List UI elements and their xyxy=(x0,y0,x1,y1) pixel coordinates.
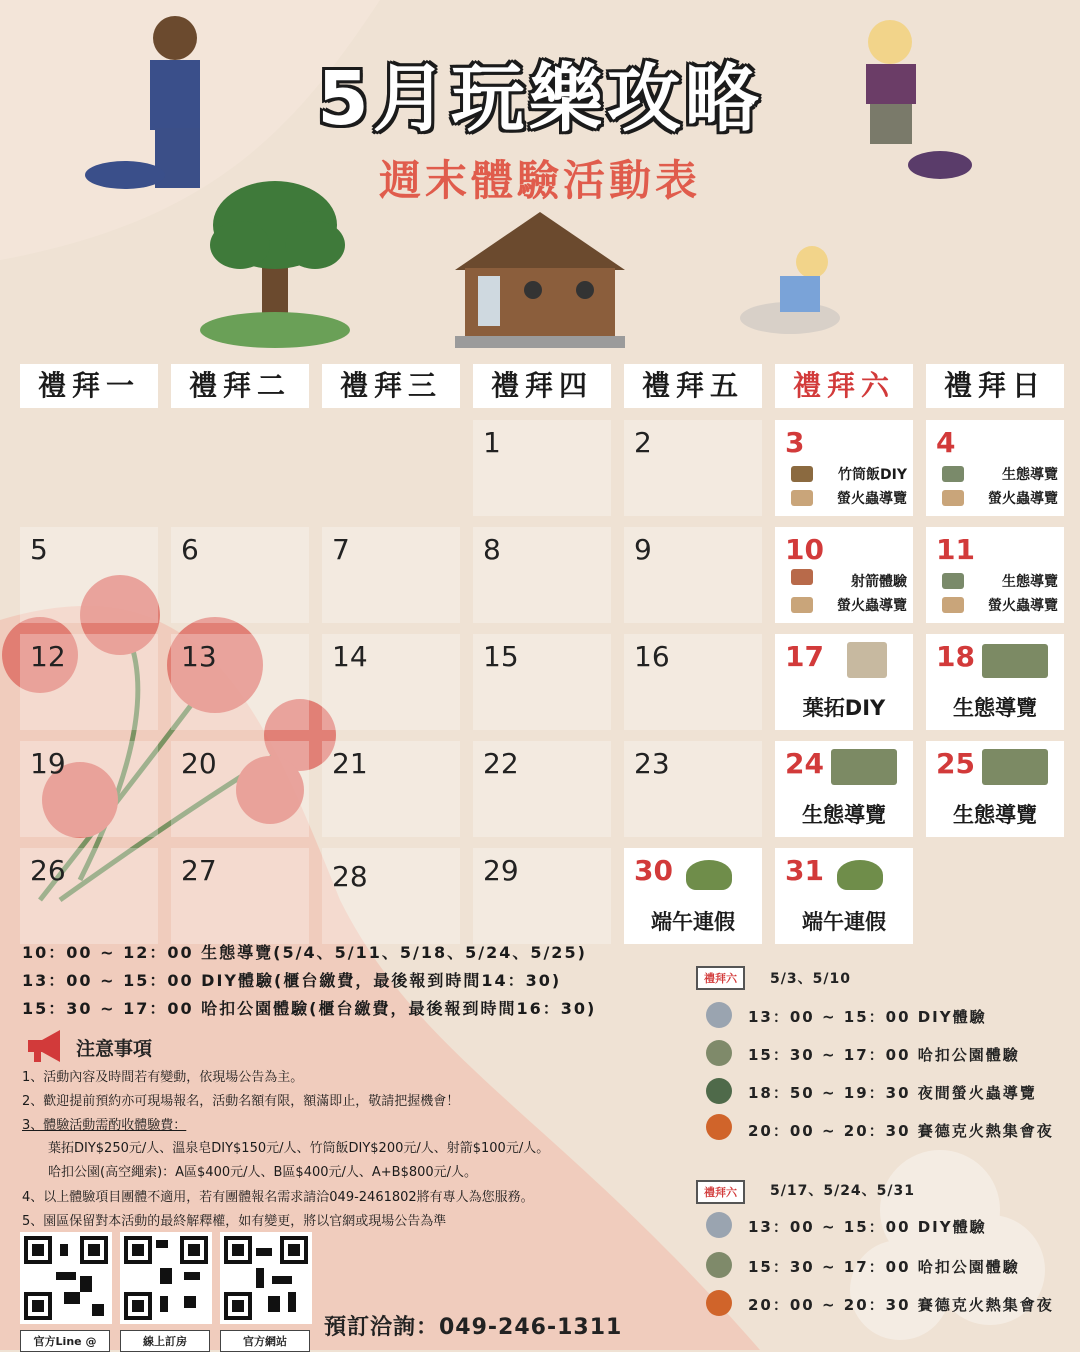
page-title: 5月玩樂攻略 xyxy=(317,56,763,142)
qr-line[interactable] xyxy=(20,1232,112,1352)
saturday-line: 15：30 ~ 17：00 哈扣公園體驗 xyxy=(748,1046,1020,1064)
diy-icon xyxy=(706,1212,732,1238)
day-number: 12 xyxy=(30,640,66,673)
calendar-cell xyxy=(171,527,309,623)
calendar-cell xyxy=(171,741,309,837)
notice-item: 2、歡迎提前預約亦可現場報名，活動名額有限，額滿即止，敬請把握機會！ xyxy=(22,1094,460,1109)
calendar-cell xyxy=(322,741,460,837)
event-label: 葉拓DIY xyxy=(802,696,886,720)
weekday-header: 禮拜二 xyxy=(171,364,309,408)
eco-tour-icon xyxy=(982,644,1048,678)
event-label: 螢火蟲導覽 xyxy=(837,491,907,507)
calendar xyxy=(20,364,1064,955)
eco-tour-icon xyxy=(982,749,1048,785)
page-subtitle: 週末體驗活動表 xyxy=(378,156,701,205)
day-number: 14 xyxy=(332,640,368,673)
contact-phone: 預訂洽詢：049-246-1311 xyxy=(324,1315,623,1340)
event-label: 生態導覽 xyxy=(953,696,1037,720)
calendar-cell-event xyxy=(926,420,1064,516)
calendar-cell-empty xyxy=(322,420,460,516)
qr-code[interactable] xyxy=(220,1232,312,1324)
firefly-map-icon xyxy=(791,597,813,613)
day-number: 1 xyxy=(483,426,501,459)
calendar-cell-event xyxy=(926,741,1064,837)
day-number: 13 xyxy=(181,640,217,673)
calendar-cell xyxy=(473,741,611,837)
calendar-cell xyxy=(473,848,611,944)
notice-item: 1、活動內容及時間若有變動，依現場公告為主。 xyxy=(22,1070,304,1085)
day-number: 24 xyxy=(785,747,824,780)
firefly-map-icon xyxy=(942,597,964,613)
notice-item: 葉拓DIY$250元/人、溫泉皂DIY$150元/人、竹筒飯DIY$200元/人、射箭$100元/人。 xyxy=(48,1141,550,1156)
day-number: 16 xyxy=(634,640,670,673)
calendar-cell-event xyxy=(624,848,762,944)
day-number: 3 xyxy=(785,426,805,459)
day-number: 17 xyxy=(785,640,824,673)
saturday-line: 20：00 ~ 20：30 賽德克火熱集會夜 xyxy=(748,1122,1054,1140)
qr-code-image xyxy=(24,1236,108,1320)
zongzi-icon xyxy=(837,860,883,890)
day-number: 10 xyxy=(785,533,824,566)
saturday-dates: 5/17、5/24、5/31 xyxy=(770,1183,916,1199)
calendar-cell-event xyxy=(775,741,913,837)
qr-label: 官方網站 xyxy=(220,1330,310,1352)
weekday-header: 禮拜三 xyxy=(322,364,460,408)
event-label: 生態導覽 xyxy=(802,803,886,827)
event-label: 生態導覽 xyxy=(1002,574,1058,590)
bamboo-rice-icon xyxy=(791,466,813,482)
firefly-map-icon xyxy=(942,490,964,506)
campfire-icon xyxy=(706,1290,732,1316)
qr-label: 線上訂房 xyxy=(120,1330,210,1352)
calendar-cell xyxy=(624,420,762,516)
weekday-header: 禮拜四 xyxy=(473,364,611,408)
weekday-header: 禮拜日 xyxy=(926,364,1064,408)
calendar-cell-empty xyxy=(171,420,309,516)
zongzi-icon xyxy=(686,860,732,890)
calendar-cell xyxy=(20,634,158,730)
eco-tour-icon xyxy=(942,466,964,482)
saturday-tag: 禮拜六 xyxy=(696,966,745,990)
day-number: 9 xyxy=(634,533,652,566)
day-number: 26 xyxy=(30,854,66,887)
qr-label: 官方Line @ xyxy=(20,1330,110,1352)
day-number: 19 xyxy=(30,747,66,780)
eco-tour-icon xyxy=(942,573,964,589)
qr-code-image xyxy=(224,1236,308,1320)
calendar-cell-empty xyxy=(926,848,1064,944)
calendar-cell xyxy=(624,527,762,623)
event-label: 射箭體驗 xyxy=(851,574,907,590)
day-number: 8 xyxy=(483,533,501,566)
day-number: 7 xyxy=(332,533,350,566)
notice-item: 4、以上體驗項目團體不適用，若有團體報名需求請洽049-2461802將有專人為您服務。 xyxy=(22,1190,534,1205)
diy-icon xyxy=(706,1002,732,1028)
firefly-map-icon xyxy=(791,490,813,506)
calendar-cell-event xyxy=(775,848,913,944)
calendar-cell xyxy=(171,634,309,730)
calendar-cell xyxy=(20,848,158,944)
saturday-line: 18：50 ~ 19：30 夜間螢火蟲導覽 xyxy=(748,1084,1037,1102)
saturday-tag: 禮拜六 xyxy=(696,1180,745,1204)
saturday-line: 13：00 ~ 15：00 DIY體驗 xyxy=(748,1218,987,1236)
ropes-park-icon xyxy=(706,1040,732,1066)
qr-code[interactable] xyxy=(120,1232,212,1324)
notice-item: 3、體驗活動需酌收體驗費： xyxy=(22,1118,187,1133)
calendar-cell-event xyxy=(775,634,913,730)
calendar-cell xyxy=(171,848,309,944)
calendar-cell xyxy=(322,634,460,730)
schedule-line: 10：00 ~ 12：00 生態導覽(5/4、5/11、5/18、5/24、5/25) xyxy=(22,943,587,962)
calendar-cell xyxy=(473,420,611,516)
eco-tour-icon xyxy=(831,749,897,785)
day-number: 22 xyxy=(483,747,519,780)
event-label: 螢火蟲導覽 xyxy=(988,598,1058,614)
day-number: 28 xyxy=(332,860,368,893)
schedule-line: 13：00 ~ 15：00 DIY體驗(櫃台繳費，最後報到時間14：30) xyxy=(22,971,562,990)
calendar-cell-event xyxy=(775,420,913,516)
saturday-line: 20：00 ~ 20：30 賽德克火熱集會夜 xyxy=(748,1296,1054,1314)
saturday-dates: 5/3、5/10 xyxy=(770,971,851,987)
day-number: 25 xyxy=(936,747,975,780)
firefly-tour-icon xyxy=(706,1078,732,1104)
day-number: 27 xyxy=(181,854,217,887)
day-number: 11 xyxy=(936,533,975,566)
calendar-cell xyxy=(473,634,611,730)
calendar-cell xyxy=(20,741,158,837)
qr-website[interactable] xyxy=(220,1232,312,1352)
day-number: 6 xyxy=(181,533,199,566)
day-number: 15 xyxy=(483,640,519,673)
day-number: 20 xyxy=(181,747,217,780)
calendar-cell xyxy=(322,527,460,623)
day-number: 18 xyxy=(936,640,975,673)
ropes-park-icon xyxy=(706,1252,732,1278)
event-label: 端午連假 xyxy=(651,910,735,934)
event-label: 生態導覽 xyxy=(953,803,1037,827)
weekday-header: 禮拜一 xyxy=(20,364,158,408)
notice-item: 哈扣公園(高空繩索)：A區$400元/人、B區$400元/人、A+B$800元/人。 xyxy=(48,1165,478,1180)
saturday-line: 15：30 ~ 17：00 哈扣公園體驗 xyxy=(748,1258,1020,1276)
calendar-cell xyxy=(20,527,158,623)
day-number: 30 xyxy=(634,854,673,887)
event-label: 竹筒飯DIY xyxy=(838,467,907,483)
calendar-cell-empty xyxy=(20,420,158,516)
day-number: 5 xyxy=(30,533,48,566)
event-label: 螢火蟲導覽 xyxy=(837,598,907,614)
day-number: 23 xyxy=(634,747,670,780)
qr-code[interactable] xyxy=(20,1232,112,1324)
qr-code-image xyxy=(124,1236,208,1320)
leaf-bag-icon xyxy=(847,642,887,678)
calendar-cell-event xyxy=(926,527,1064,623)
calendar-cell xyxy=(322,848,460,944)
archery-icon xyxy=(791,569,813,585)
day-number: 21 xyxy=(332,747,368,780)
calendar-cell-event xyxy=(775,527,913,623)
event-label: 端午連假 xyxy=(802,910,886,934)
calendar-cell-event xyxy=(926,634,1064,730)
event-label: 螢火蟲導覽 xyxy=(988,491,1058,507)
calendar-cell xyxy=(473,527,611,623)
day-number: 31 xyxy=(785,854,824,887)
weekday-header: 禮拜五 xyxy=(624,364,762,408)
calendar-cell xyxy=(624,634,762,730)
day-number: 29 xyxy=(483,854,519,887)
qr-booking[interactable] xyxy=(120,1232,212,1352)
campfire-icon xyxy=(706,1114,732,1140)
weekday-header: 禮拜六 xyxy=(775,364,913,408)
calendar-cell xyxy=(624,741,762,837)
day-number: 2 xyxy=(634,426,652,459)
saturday-line: 13：00 ~ 15：00 DIY體驗 xyxy=(748,1008,987,1026)
schedule-line: 15：30 ~ 17：00 哈扣公園體驗(櫃台繳費，最後報到時間16：30) xyxy=(22,999,597,1018)
notice-heading: 注意事項 xyxy=(76,1038,153,1060)
megaphone-icon xyxy=(24,1028,70,1064)
notice-item: 5、園區保留對本活動的最終解釋權，如有變更，將以官網或現場公告為準 xyxy=(22,1214,447,1229)
day-number: 4 xyxy=(936,426,956,459)
event-label: 生態導覽 xyxy=(1002,467,1058,483)
